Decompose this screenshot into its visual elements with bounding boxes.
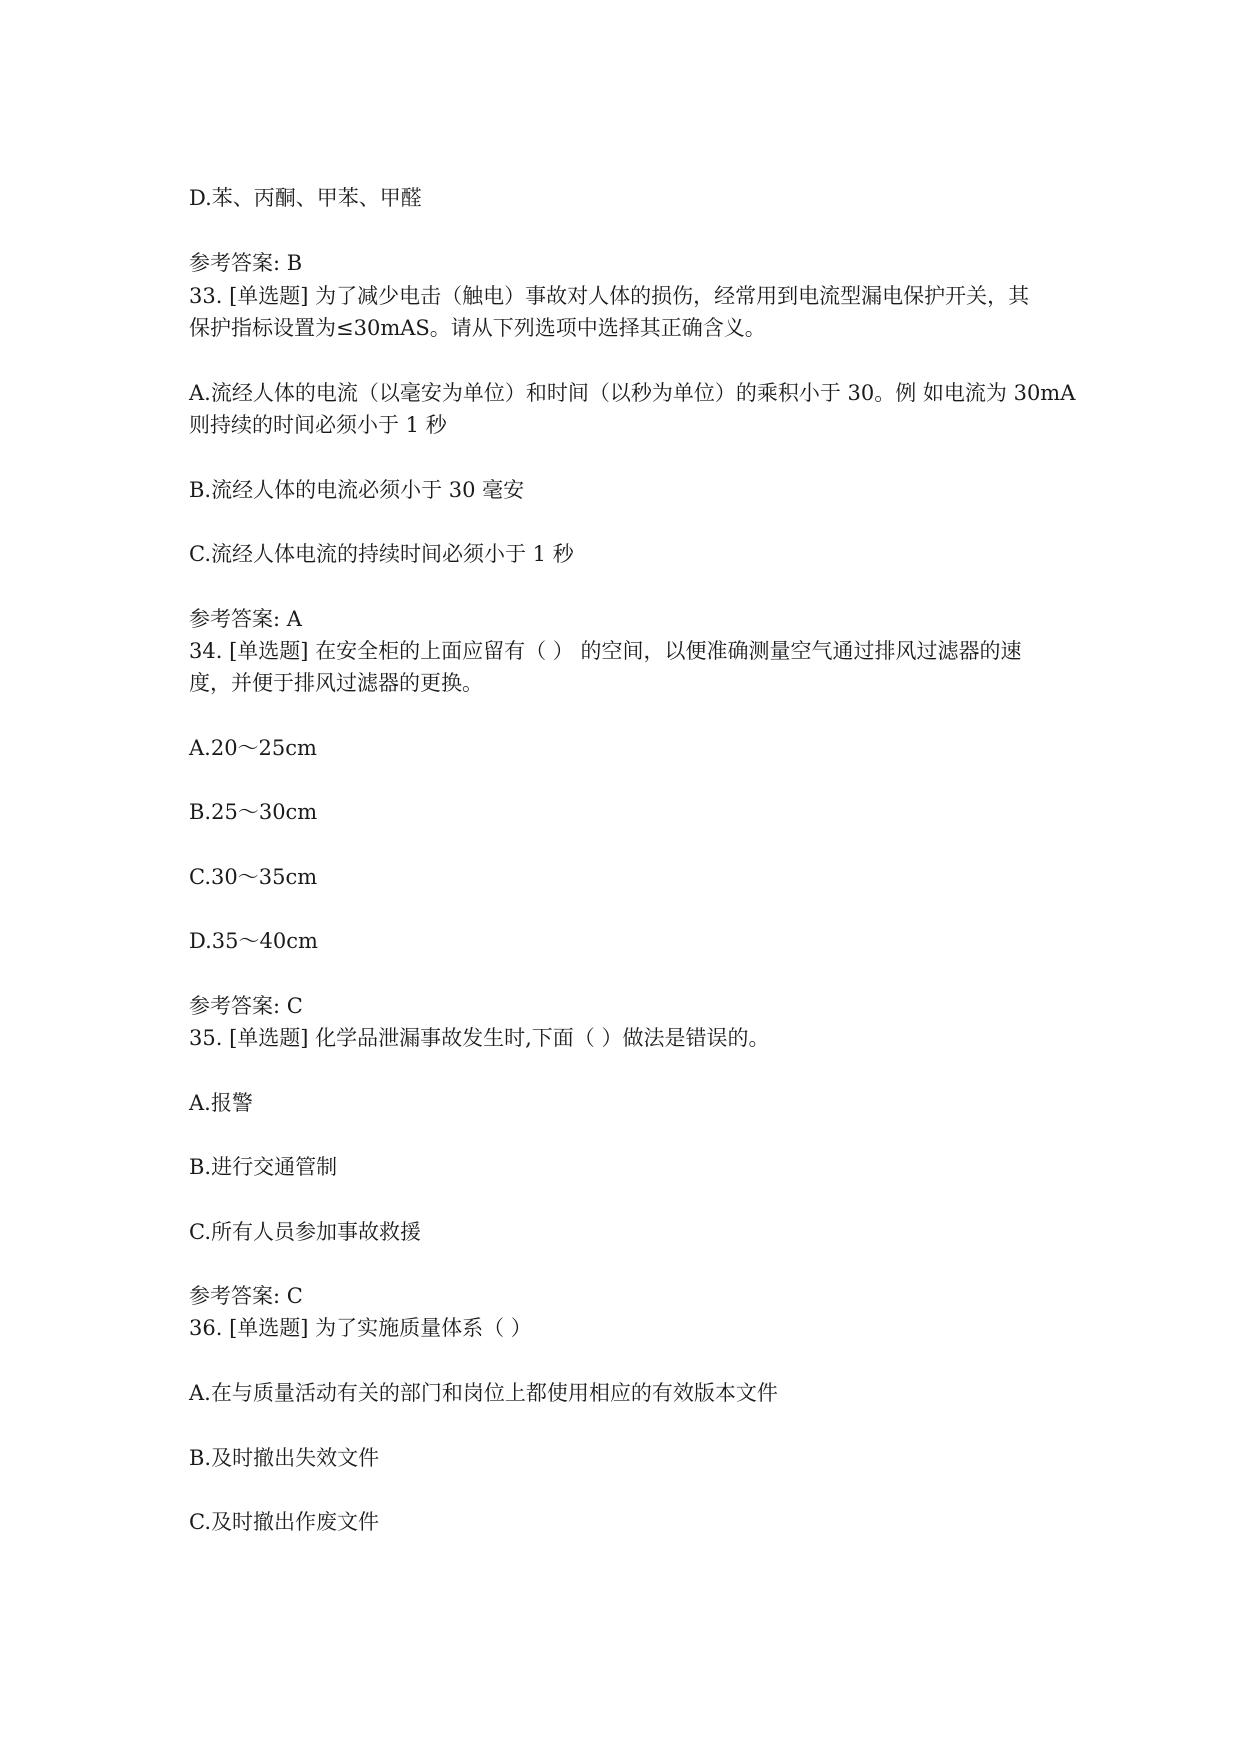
question-36: 36. [单选题] 为了实施质量体系（ ） — [189, 1316, 532, 1340]
question-35: 35. [单选题] 化学品泄漏事故发生时,下面（ ）做法是错误的。 — [189, 1026, 770, 1050]
option-c-q35: C.所有人员参加事故救援 — [189, 1220, 421, 1244]
option-a-q35: A.报警 — [189, 1091, 253, 1115]
question-34-line-2: 度，并便于排风过滤器的更换。 — [189, 671, 483, 695]
answer-q34: 参考答案: C — [189, 994, 303, 1018]
option-b-q36: B.及时撤出失效文件 — [189, 1446, 380, 1470]
option-d-q34: D.35～40cm — [189, 929, 318, 953]
option-c-q34: C.30～35cm — [189, 865, 318, 889]
answer-q35: 参考答案: C — [189, 1284, 303, 1308]
question-34-line-1: 34. [单选题] 在安全柜的上面应留有（ ） 的空间，以便准确测量空气通过排风过滤器的速 — [189, 639, 1022, 663]
question-33-line-2: 保护指标设置为≤30mAS。请从下列选项中选择其正确含义。 — [189, 316, 766, 340]
option-b-q33: B.流经人体的电流必须小于 30 毫安 — [189, 478, 525, 502]
option-c-q36: C.及时撤出作废文件 — [189, 1510, 379, 1534]
option-a-q33-line-2: 则持续的时间必须小于 1 秒 — [189, 413, 447, 437]
option-d-q32: D.苯、丙酮、甲苯、甲醛 — [189, 186, 422, 210]
option-a-q36: A.在与质量活动有关的部门和岗位上都使用相应的有效版本文件 — [189, 1381, 778, 1405]
option-b-q34: B.25～30cm — [189, 800, 318, 824]
option-a-q33-line-1: A.流经人体的电流（以毫安为单位）和时间（以秒为单位）的乘积小于 30。例 如电流为 30mA — [189, 381, 1076, 405]
question-33-line-1: 33. [单选题] 为了减少电击（触电）事故对人体的损伤，经常用到电流型漏电保护开关，其 — [189, 284, 1030, 308]
option-a-q34: A.20～25cm — [189, 736, 317, 760]
option-b-q35: B.进行交通管制 — [189, 1155, 338, 1179]
answer-q32: 参考答案: B — [189, 251, 303, 275]
option-c-q33: C.流经人体电流的持续时间必须小于 1 秒 — [189, 542, 574, 566]
answer-q33: 参考答案: A — [189, 607, 302, 631]
